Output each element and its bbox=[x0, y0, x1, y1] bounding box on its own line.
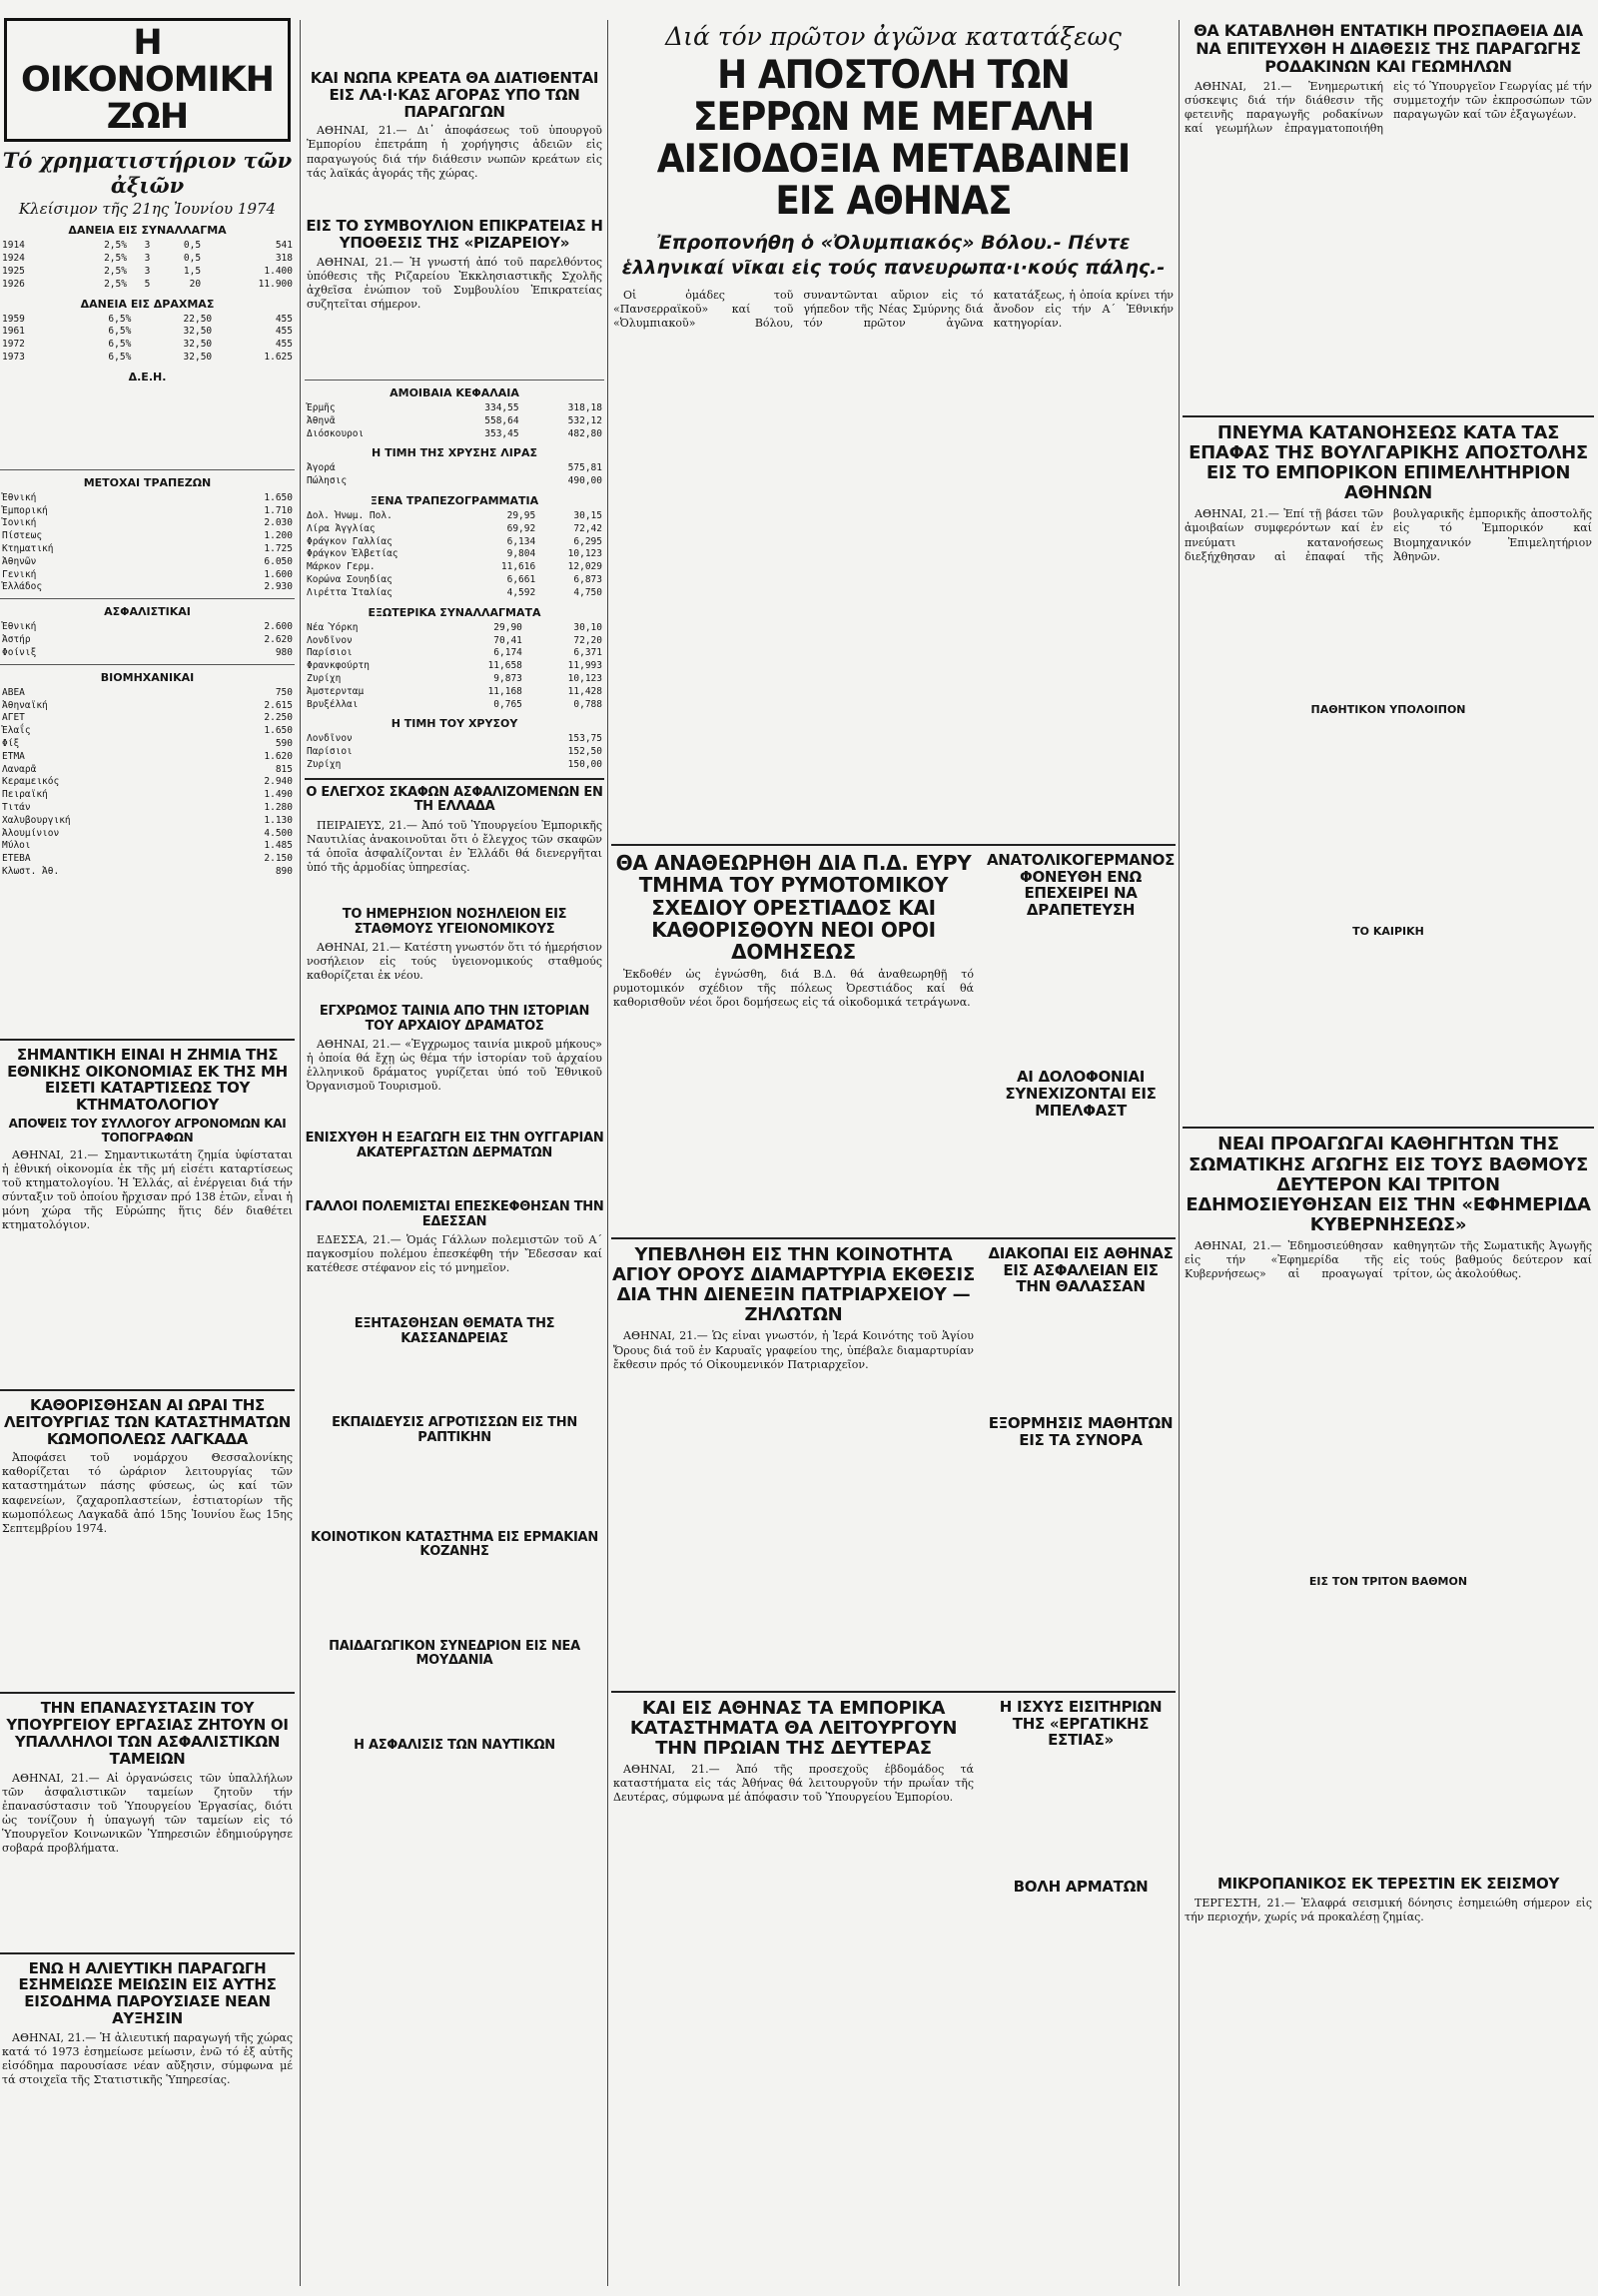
table-cell: 152,50 bbox=[567, 746, 602, 758]
filler-table bbox=[2, 883, 293, 1033]
table-cell: 4.500 bbox=[264, 827, 293, 839]
article-body: ΑΘΗΝΑΙ, 21.— Ἡ γνωστή ἀπό τοῦ παρελθόντος ὑπόθεσις τῆς Ριζαρείου Ἐκκλησιαστικῆς Σχολῆς ἀχθεῖσα ἐνώπιον τοῦ Συμβουλίου Ἐπικρατείας συζητεῖται σήμερον. bbox=[307, 255, 602, 312]
table-cell: 1926 bbox=[2, 278, 25, 290]
table-row bbox=[305, 699, 604, 712]
table-cell: Πειραϊκή bbox=[2, 789, 48, 801]
table-cell: 32,50 bbox=[183, 351, 213, 363]
table-cell: 532,12 bbox=[567, 414, 602, 426]
table-cell: Ζυρίχη bbox=[307, 759, 342, 771]
section-heading: ΒΙΟΜΗΧΑΝΙΚΑΙ bbox=[100, 670, 195, 684]
table-cell: ΕΤΕΒΑ bbox=[2, 853, 31, 865]
table-cell: 1973 bbox=[2, 351, 25, 363]
table-cell: 0,5 bbox=[183, 240, 202, 252]
table-row bbox=[0, 517, 295, 530]
table-cell: 70,41 bbox=[493, 634, 522, 646]
table-cell: Λονδῖνον bbox=[307, 733, 353, 745]
table-row bbox=[0, 687, 295, 700]
table-cell: 490,00 bbox=[567, 475, 602, 487]
table-row bbox=[0, 240, 295, 253]
table-row bbox=[0, 352, 295, 365]
table-cell: 1.280 bbox=[264, 802, 293, 813]
table-cell: 153,75 bbox=[567, 733, 602, 745]
table-cell: 1.490 bbox=[264, 789, 293, 801]
table-row bbox=[305, 647, 604, 660]
table-cell: 4,750 bbox=[573, 586, 602, 598]
headline: Η ΑΣΦΑΛΙΣΙΣ ΤΩΝ ΝΑΥΤΙΚΩΝ bbox=[354, 1737, 555, 1753]
table-cell: 29,90 bbox=[493, 621, 522, 633]
article-body: ΑΘΗΝΑΙ, 21.— Ὡς εἶναι γνωστόν, ἡ Ἱερά Κοινότης τοῦ Ἁγίου Ὄρους διά τοῦ ἐν Καρυαῖς γραφείου της, ὑπέβαλε διαμαρτυρίαν ἔκθεσιν πρός τό Οἰκουμενικόν Πατριαρχεῖον. bbox=[613, 1329, 974, 1371]
table-cell: 334,55 bbox=[484, 401, 519, 413]
table-cell: Λονδῖνον bbox=[307, 634, 353, 646]
table-cell: Ἑρμῆς bbox=[307, 401, 336, 413]
table-cell: 32,50 bbox=[183, 326, 213, 338]
table-cell: 2.620 bbox=[264, 634, 293, 646]
table-cell: 353,45 bbox=[484, 427, 519, 439]
table-cell: 1925 bbox=[2, 265, 25, 277]
table-cell: 72,42 bbox=[573, 522, 602, 534]
table-row bbox=[0, 700, 295, 713]
section-heading: ΔΑΝΕΙΑ ΕΙΣ ΔΡΑΧΜΑΣ bbox=[80, 297, 215, 311]
column-two bbox=[305, 0, 604, 1753]
table-cell: 9,873 bbox=[493, 672, 522, 684]
section-heading: ΑΣΦΑΛΙΣΤΙΚΑΙ bbox=[104, 605, 191, 619]
article-body: Ἐκδοθέν ὡς ἐγνώσθη, διά Β.Δ. θά ἀναθεωρηθῇ τό ρυμοτομικόν σχέδιον τῆς πόλεως Ὀρεστιάδος καί θά καθορισθοῦν νέοι ὅροι δομήσεως εἰς τά οἰκοδομικά τετράγωνα. bbox=[613, 967, 974, 1009]
table-row bbox=[0, 279, 295, 292]
table-cell: 455 bbox=[275, 313, 293, 325]
table-cell: ΕΤΜΑ bbox=[2, 750, 25, 762]
table-cell: 9,804 bbox=[506, 548, 536, 560]
table-row bbox=[0, 866, 295, 879]
table-row bbox=[0, 764, 295, 777]
table-cell: 0,788 bbox=[573, 698, 602, 710]
headline: ΚΑΙ ΕΙΣ ΑΘΗΝΑΣ ΤΑ ΕΜΠΟΡΙΚΑ ΚΑΤΑΣΤΗΜΑΤΑ ΘΑ ΛΕΙΤΟΥΡΓΟΥΝ ΤΗΝ ΠΡΩΙΑΝ ΤΗΣ ΔΕΥΤΕΡΑΣ bbox=[629, 1697, 958, 1760]
table-cell: 11,428 bbox=[567, 685, 602, 697]
table-row bbox=[0, 840, 295, 853]
table-cell: 1,5 bbox=[183, 265, 202, 277]
table-cell: Ζυρίχη bbox=[307, 672, 342, 684]
table-cell: Κλωστ. Ἀθ. bbox=[2, 866, 60, 878]
table-cell: 69,92 bbox=[506, 522, 536, 534]
table-cell: 890 bbox=[275, 866, 293, 878]
headline: ΣΗΜΑΝΤΙΚΗ ΕΙΝΑΙ Η ΖΗΜΙΑ ΤΗΣ ΕΘΝΙΚΗΣ ΟΙΚΟΝΟΜΙΑΣ ΕΚ ΤΗΣ ΜΗ ΕΙΣΕΤΙ ΚΑΤΑΡΤΙΣΕΩΣ ΤΟΥ ΚΤΗΜΑΤΟΛΟΓΙΟΥ bbox=[7, 1045, 288, 1115]
table-cell: 10,123 bbox=[567, 548, 602, 560]
section-heading: ΔΑΝΕΙΑ ΕΙΣ ΣΥΝΑΛΛΑΓΜΑ bbox=[68, 224, 227, 238]
table-row bbox=[305, 759, 604, 772]
table-cell: 20 bbox=[189, 278, 202, 290]
table-cell: Κορώνα Σουηδίας bbox=[307, 574, 393, 586]
table-row bbox=[305, 523, 604, 536]
quotes-continued bbox=[305, 0, 604, 70]
table-cell: 1.650 bbox=[264, 725, 293, 737]
banner-kicker: Διά τόν πρῶτον ἀγῶνα κατατάξεως bbox=[665, 22, 1122, 51]
headline: ΕΚΠΑΙΔΕΥΣΙΣ ΑΓΡΟΤΙΣΣΩΝ ΕΙΣ ΤΗΝ ΡΑΠΤΙΚΗΝ bbox=[332, 1415, 577, 1445]
table-cell: 2.615 bbox=[264, 699, 293, 711]
table-row bbox=[0, 530, 295, 543]
section-heading: ΠΑΘΗΤΙΚΟΝ ΥΠΟΛΟΙΠΟΝ bbox=[1310, 703, 1466, 717]
table-cell: 6.050 bbox=[264, 555, 293, 567]
headline: ΜΙΚΡΟΠΑΝΙΚΟΣ ΕΚ ΤΕΡΕΣΤΙΝ ΕΚ ΣΕΙΣΜΟΥ bbox=[1216, 1875, 1560, 1894]
masthead-subtitle: Τό χρηματιστήριον τῶν ἀξιῶν bbox=[2, 148, 293, 199]
article-body: ΑΘΗΝΑΙ, 21.— Ἐπί τῇ βάσει τῶν ἀμοιβαίων συμφερόντων καί ἐν πνεύματι κατανοήσεως διεξήχθησαν αἱ ἐπαφαί τῆς βουλγαρικῆς ἐμπορικῆς ἀποστολῆς εἰς τό Ἐμπορικόν καί Βιομηχανικόν Ἐπιμελητήριον Ἀθηνῶν. bbox=[1185, 507, 1592, 563]
headline: ΑΝΑΤΟΛΙΚΟΓΕΡΜΑΝΟΣ ΦΟΝΕΥΘΗ ΕΝΩ ΕΠΕΧΕΙΡΕΙ ΝΑ ΔΡΑΠΕΤΕΥΣΗ bbox=[986, 850, 1176, 920]
article-body: Ἀποφάσει τοῦ νομάρχου Θεσσαλονίκης καθορίζεται τό ὡράριον λειτουργίας τῶν καταστημάτων πάσης φύσεως, ὡς καί τῶν καφενείων, ζαχαροπλαστείων, ἐστιατορίων τῆς κωμοπόλεως Λαγκαδᾶ ἀπό 15ης Ἰουνίου ἕως 15ης Σεπτεμβρίου 1974. bbox=[2, 1451, 293, 1535]
table-cell: 1.650 bbox=[264, 491, 293, 503]
table-row bbox=[0, 712, 295, 725]
table-cell: Ἐθνική bbox=[2, 621, 37, 633]
article-body: ΑΘΗΝΑΙ, 21.— Ἀπό τῆς προσεχοῦς ἑβδομάδος τά καταστήματα εἰς τάς Ἀθήνας θά λειτουργοῦν τήν πρωΐαν τῆς Δευτέρας, σύμφωνα μέ ἀπόφασιν τοῦ Ὑπουργείου Ἐμπορίου. bbox=[613, 1763, 974, 1805]
table-cell: 30,10 bbox=[573, 621, 602, 633]
masthead-title: Η ΟΙΚΟΝΟΜΙΚΗ ΖΩΗ bbox=[4, 18, 291, 142]
headline: ΕΙΣ ΤΟ ΣΥΜΒΟΥΛΙΟΝ ΕΠΙΚΡΑΤΕΙΑΣ Η ΥΠΟΘΕΣΙΣ ΤΗΣ «ΡΙΖΑΡΕΙΟΥ» bbox=[306, 217, 603, 253]
headline: ΤΗΝ ΕΠΑΝΑΣΥΣΤΑΣΙΝ ΤΟΥ ΥΠΟΥΡΓΕΙΟΥ ΕΡΓΑΣΙΑΣ ΖΗΤΟΥΝ ΟΙ ΥΠΑΛΛΗΛΟΙ ΤΩΝ ΑΣΦΑΛΙΣΤΙΚΩΝ ΤΑΜΕΙΩΝ bbox=[6, 1699, 289, 1768]
headline: ΕΞΗΤΑΣΘΗΣΑΝ ΘΕΜΑΤΑ ΤΗΣ ΚΑΣΣΑΝΔΡΕΙΑΣ bbox=[354, 1316, 555, 1346]
table-cell: 482,80 bbox=[567, 427, 602, 439]
table-cell: 575,81 bbox=[567, 462, 602, 474]
table-cell: 22,50 bbox=[183, 313, 213, 325]
table-cell: 29,95 bbox=[506, 510, 536, 522]
article-body: ΑΘΗΝΑΙ, 21.— Αἱ ὀργανώσεις τῶν ὑπαλλήλων τῶν ἀσφαλιστικῶν ταμείων ζητοῦν τήν ἐπανασύστασιν τοῦ Ὑπουργείου Ἐργασίας, διότι ὡς τονίζουν ἡ ὑπαγωγή τῶν ταμείων εἰς τό Ὑπουργεῖον Κοινωνικῶν Ὑπηρεσιῶν ἐδημιούργησε σοβαρά προβλήματα. bbox=[2, 1771, 293, 1855]
table-cell: 3 bbox=[144, 253, 151, 265]
table-row bbox=[0, 581, 295, 594]
table-cell: Μάρκον Γερμ. bbox=[307, 561, 376, 573]
headline: ΠΝΕΥΜΑ ΚΑΤΑΝΟΗΣΕΩΣ ΚΑΤΑ ΤΑΣ ΕΠΑΦΑΣ ΤΗΣ ΒΟΥΛΓΑΡΙΚΗΣ ΑΠΟΣΤΟΛΗΣ ΕΙΣ ΤΟ ΕΜΠΟΡΙΚΟΝ ΕΠΙΜΕΛΗΤΗΡΙΟΝ ΑΘΗΝΩΝ bbox=[1189, 421, 1588, 504]
article-body: ΤΕΡΓΕΣΤΗ, 21.— Ἐλαφρά σεισμική δόνησις ἐσημειώθη σήμερον εἰς τήν περιοχήν, χωρίς νά προκαλέσῃ ζημίας. bbox=[1185, 1896, 1592, 1923]
article-body: ΑΘΗΝΑΙ, 21.— Ἐνημερωτική σύσκεψις διά τήν διάθεσιν τῆς φετεινῆς παραγωγῆς ροδακίνων καί γεωμήλων ἐπραγματοποιήθη εἰς τό Ὑπουργεῖον Γεωργίας μέ τήν συμμετοχήν τῶν ἐκπροσώπων τῶν παραγωγῶν καί τῶν ἐξαγωγέων. bbox=[1185, 79, 1592, 135]
table-row bbox=[305, 536, 604, 549]
table-row bbox=[0, 815, 295, 828]
table-row bbox=[0, 543, 295, 556]
table-cell: 318,18 bbox=[567, 401, 602, 413]
bank-shares-table bbox=[0, 492, 295, 595]
table-cell: 558,64 bbox=[484, 414, 519, 426]
table-cell: 4,592 bbox=[506, 586, 536, 598]
section-heading: ΕΙΣ ΤΟΝ ΤΡΙΤΟΝ ΒΑΘΜΟΝ bbox=[1308, 1575, 1468, 1589]
table-cell: 2,5% bbox=[104, 265, 127, 277]
article-body: ΠΕΙΡΑΙΕΥΣ, 21.— Ἀπό τοῦ Ὑπουργείου Ἐμπορικῆς Ναυτιλίας ἀνακοινοῦται ὅτι ὁ ἔλεγχος τῶν σκαφῶν τά ὁποῖα ἀσφαλίζονται ἐν Ἑλλάδι θά διενεργῆται ὑπό τῆς ἁρμοδίας ὑπηρεσίας. bbox=[307, 818, 602, 875]
column-four bbox=[1183, 0, 1594, 1960]
table-cell: 2.030 bbox=[264, 517, 293, 529]
loans-drx-table bbox=[0, 314, 295, 365]
table-cell: 318 bbox=[275, 253, 293, 265]
table-row bbox=[305, 462, 604, 475]
table-row bbox=[305, 402, 604, 415]
column-rule bbox=[300, 20, 301, 2286]
table-cell: Ἀθηνᾶ bbox=[307, 414, 336, 426]
table-cell: Φοίνιξ bbox=[2, 646, 37, 658]
table-cell: 1961 bbox=[2, 326, 25, 338]
table-cell: Φράγκον Ἑλβετίας bbox=[307, 548, 399, 560]
mutual-funds-table bbox=[305, 402, 604, 440]
table-cell: Ἰονική bbox=[2, 517, 37, 529]
table-cell: 6,174 bbox=[493, 647, 522, 659]
table-row bbox=[305, 510, 604, 523]
table-cell: 0,5 bbox=[183, 253, 202, 265]
table-cell: 11,993 bbox=[567, 660, 602, 672]
table-cell: 6,134 bbox=[506, 535, 536, 547]
table-cell: 0,765 bbox=[493, 698, 522, 710]
table-cell: 6,5% bbox=[108, 326, 132, 338]
table-cell: 541 bbox=[275, 240, 293, 252]
table-row bbox=[0, 802, 295, 815]
table-cell: 11,168 bbox=[487, 685, 522, 697]
table-cell: Ἀγορά bbox=[307, 462, 336, 474]
article-body: Οἱ ὀμάδες τοῦ «Πανσερραϊκοῦ» καί τοῦ «Ὀλυμπιακοῦ» Βόλου, συναντῶνται αὔριον εἰς τό γήπεδον τῆς Νέας Σμύρνης διά τόν πρῶτον ἀγῶνα κατατάξεως, ἡ ὁποία κρίνει τήν ἄνοδον εἰς τήν Α΄ Ἐθνικήν κατηγορίαν. bbox=[613, 288, 1174, 330]
table-cell: 11,616 bbox=[500, 561, 536, 573]
table-cell: Λίρα Ἀγγλίας bbox=[307, 522, 376, 534]
gold-sovereign-table bbox=[305, 462, 604, 488]
section-heading: ΜΕΤΟΧΑΙ ΤΡΑΠΕΖΩΝ bbox=[83, 475, 212, 489]
headline: ΑΙ ΔΟΛΟΦΟΝΙΑΙ ΣΥΝΕΧΙΖΟΝΤΑΙ ΕΙΣ ΜΠΕΛΦΑΣΤ bbox=[1005, 1068, 1157, 1120]
table-cell: Φρανκφούρτη bbox=[307, 660, 370, 672]
table-cell: Ἐλαΐς bbox=[2, 725, 31, 737]
masthead-date: Κλείσιμον τῆς 21ης Ἰουνίου 1974 bbox=[18, 200, 277, 219]
table-cell: 72,20 bbox=[573, 634, 602, 646]
article-body: ΑΘΗΝΑΙ, 21.— Δι᾽ ἀποφάσεως τοῦ ὑπουργοῦ Ἐμπορίου ἐπετράπη ἡ χορήγησις ἀδειῶν εἰς παραγωγούς διά τήν διάθεσιν νωπῶν κρεάτων εἰς τάς λαϊκάς ἀγοράς τῆς χώρας. bbox=[307, 124, 602, 180]
headline: ΥΠΕΒΛΗΘΗ ΕΙΣ ΤΗΝ ΚΟΙΝΟΤΗΤΑ ΑΓΙΟΥ ΟΡΟΥΣ ΔΙΑΜΑΡΤΥΡΙΑ ΕΚΘΕΣΙΣ ΔΙΑ ΤΗΝ ΔΙΕΝΕΞΙΝ ΠΑΤΡΙΑΡΧΕΙΟΥ — ΖΗΛΩΤΩΝ bbox=[612, 1243, 975, 1326]
table-cell: 150,00 bbox=[567, 759, 602, 771]
table-cell: 2,5% bbox=[104, 253, 127, 265]
article-body: ΕΔΕΣΣΑ, 21.— Ὁμάς Γάλλων πολεμιστῶν τοῦ Α΄ παγκοσμίου πολέμου ἐπεσκέφθη τήν Ἔδεσσαν καί κατέθεσε στέφανον εἰς τό μνημεῖον. bbox=[307, 1233, 602, 1275]
table-cell: 1.200 bbox=[264, 530, 293, 542]
subheadline: ΑΠΟΨΕΙΣ ΤΟΥ ΣΥΛΛΟΓΟΥ ΑΓΡΟΝΟΜΩΝ ΚΑΙ ΤΟΠΟΓΡΑΦΩΝ bbox=[8, 1117, 287, 1145]
headline: ΚΟΙΝΟΤΙΚΟΝ ΚΑΤΑΣΤΗΜΑ ΕΙΣ ΕΡΜΑΚΙΑΝ ΚΟΖΑΝΗΣ bbox=[311, 1529, 598, 1560]
table-cell: Ἐθνική bbox=[2, 491, 37, 503]
headline: ΤΟ ΗΜΕΡΗΣΙΟΝ ΝΟΣΗΛΕΙΟΝ ΕΙΣ ΣΤΑΘΜΟΥΣ ΥΓΕΙΟΝΟΜΙΚΟΥΣ bbox=[342, 906, 567, 937]
table-cell: Λιρέττα Ἰταλίας bbox=[307, 586, 393, 598]
article-body: ΑΘΗΝΑΙ, 21.— Σημαντικωτάτη ζημία ὑφίσταται ἡ ἐθνική οἰκονομία ἐκ τῆς μή εἰσέτι καταρτίσεως τοῦ κτηματολογίου. Ἡ Ἑλλάς, αἱ ἐνέργειαι διά τήν σύνταξιν τοῦ ὁποίου ἤρχισαν πρό 138 ἐτῶν, εἶναι ἡ μόνη χώρα τῆς Εὐρώπης ἥτις δέν διαθέτει κτηματολόγιον. bbox=[2, 1148, 293, 1232]
table-cell: 2.600 bbox=[264, 621, 293, 633]
table-cell: 1924 bbox=[2, 253, 25, 265]
table-row bbox=[0, 828, 295, 841]
headline: Ο ΕΛΕΓΧΟΣ ΣΚΑΦΩΝ ΑΣΦΑΛΙΖΟΜΕΝΩΝ ΕΝ ΤΗ ΕΛΛΑΔΑ bbox=[306, 784, 603, 815]
table-cell: 1.620 bbox=[264, 750, 293, 762]
table-row bbox=[0, 314, 295, 327]
table-cell: Κτηματική bbox=[2, 543, 54, 554]
table-row bbox=[0, 776, 295, 789]
table-cell: Ἀλουμίνιον bbox=[2, 827, 60, 839]
table-cell: 6,371 bbox=[573, 647, 602, 659]
table-row bbox=[0, 789, 295, 802]
table-row bbox=[0, 253, 295, 266]
table-cell: Φίξ bbox=[2, 737, 20, 749]
headline: ΒΟΛΗ ΑΡΜΑΤΩΝ bbox=[1013, 1878, 1149, 1897]
table-row bbox=[305, 475, 604, 488]
column-rule bbox=[1179, 20, 1180, 2286]
headline: ΓΑΛΛΟΙ ΠΟΛΕΜΙΣΤΑΙ ΕΠΕΣΚΕΦΘΗΣΑΝ ΤΗΝ ΕΔΕΣΣΑΝ bbox=[305, 1199, 604, 1229]
table-cell: 6,661 bbox=[506, 574, 536, 586]
section-heading: Δ.Ε.Η. bbox=[128, 370, 167, 383]
table-row bbox=[0, 339, 295, 352]
table-row bbox=[305, 673, 604, 686]
table-row bbox=[305, 635, 604, 648]
insurance-shares-table bbox=[0, 621, 295, 659]
headline: ΕΝΙΣΧΥΘΗ Η ΕΞΑΓΩΓΗ ΕΙΣ ΤΗΝ ΟΥΓΓΑΡΙΑΝ ΑΚΑΤΕΡΓΑΣΤΩΝ ΔΕΡΜΑΤΩΝ bbox=[305, 1131, 604, 1160]
table-row bbox=[0, 492, 295, 505]
table-cell: 3 bbox=[144, 265, 151, 277]
section-heading: Η ΤΙΜΗ ΤΟΥ ΧΡΥΣΟΥ bbox=[391, 717, 518, 731]
table-cell: 3 bbox=[144, 240, 151, 252]
table-row bbox=[305, 548, 604, 561]
table-cell: Πώλησις bbox=[307, 475, 348, 487]
table-cell: Ἀθηναϊκή bbox=[2, 699, 48, 711]
table-cell: 30,15 bbox=[573, 510, 602, 522]
table-row bbox=[305, 660, 604, 673]
table-row bbox=[0, 853, 295, 866]
table-row bbox=[305, 428, 604, 441]
table-cell: Δολ. Ἡνωμ. Πολ. bbox=[307, 510, 393, 522]
table-cell: Χαλυβουργική bbox=[2, 814, 71, 826]
table-cell: Παρίσιοι bbox=[307, 746, 353, 758]
section-heading: ΑΜΟΙΒΑΙΑ ΚΕΦΑΛΑΙΑ bbox=[390, 385, 519, 399]
table-row bbox=[305, 686, 604, 699]
table-cell: 2.250 bbox=[264, 712, 293, 724]
table-cell: ΑΒΕΑ bbox=[2, 686, 25, 698]
filler-table bbox=[2, 387, 293, 465]
table-row bbox=[305, 415, 604, 428]
table-row bbox=[0, 751, 295, 764]
table-cell: Φράγκον Γαλλίας bbox=[307, 535, 393, 547]
section-heading: Η ΤΙΜΗ ΤΗΣ ΧΡΥΣΗΣ ΛΙΡΑΣ bbox=[372, 446, 537, 460]
banner-headline: Η ΑΠΟΣΤΟΛΗ ΤΩΝ ΣΕΡΡΩΝ ΜΕ ΜΕΓΑΛΗ ΑΙΣΙΟΔΟΞΙΑ ΜΕΤΑΒΑΙΝΕΙ ΕΙΣ ΑΘΗΝΑΣ bbox=[656, 53, 1131, 225]
table-row bbox=[305, 622, 604, 635]
table-row bbox=[0, 738, 295, 751]
table-cell: 12,029 bbox=[567, 561, 602, 573]
table-cell: 1.400 bbox=[264, 265, 293, 277]
banknotes-table bbox=[305, 510, 604, 600]
table-cell: Νέα Ὑόρκη bbox=[307, 621, 359, 633]
table-cell: Κεραμεικός bbox=[2, 776, 60, 788]
table-cell: 2.930 bbox=[264, 581, 293, 593]
table-cell: 815 bbox=[275, 763, 293, 775]
table-cell: 590 bbox=[275, 737, 293, 749]
table-cell: 750 bbox=[275, 686, 293, 698]
table-row bbox=[0, 621, 295, 634]
table-cell: 2.940 bbox=[264, 776, 293, 788]
headline: ΚΑΘΟΡΙΣΘΗΣΑΝ ΑΙ ΩΡΑΙ ΤΗΣ ΛΕΙΤΟΥΡΓΙΑΣ ΤΩΝ ΚΑΤΑΣΤΗΜΑΤΩΝ ΚΩΜΟΠΟΛΕΩΣ ΛΑΓΚΑΔΑ bbox=[3, 1395, 292, 1448]
table-cell: 1972 bbox=[2, 339, 25, 351]
table-cell: 1914 bbox=[2, 240, 25, 252]
table-cell: 1.600 bbox=[264, 568, 293, 580]
table-row bbox=[0, 556, 295, 569]
headline: ΕΞΟΡΜΗΣΙΣ ΜΑΘΗΤΩΝ ΕΙΣ ΤΑ ΣΥΝΟΡΑ bbox=[988, 1414, 1174, 1449]
table-row bbox=[0, 569, 295, 582]
exchange-table bbox=[305, 622, 604, 712]
headline: ΕΓΧΡΩΜΟΣ ΤΑΙΝΙΑ ΑΠΟ ΤΗΝ ΙΣΤΟΡΙΑΝ ΤΟΥ ΑΡΧΑΙΟΥ ΔΡΑΜΑΤΟΣ bbox=[319, 1004, 590, 1034]
headline: ΠΑΙΔΑΓΩΓΙΚΟΝ ΣΥΝΕΔΡΙΟΝ ΕΙΣ ΝΕΑ ΜΟΥΔΑΝΙΑ bbox=[329, 1638, 580, 1669]
table-cell: Γενική bbox=[2, 568, 37, 580]
headline: ΚΑΙ ΝΩΠΑ ΚΡΕΑΤΑ ΘΑ ΔΙΑΤΙΘΕΝΤΑΙ ΕΙΣ ΛΑ·Ι·ΚΑΣ ΑΓΟΡΑΣ ΥΠΟ ΤΩΝ ΠΑΡΑΓΩΓΩΝ bbox=[310, 69, 599, 121]
headline: Η ΙΣΧΥΣ ΕΙΣΙΤΗΡΙΩΝ ΤΗΣ «ΕΡΓΑΤΙΚΗΣ ΕΣΤΙΑΣ» bbox=[999, 1697, 1163, 1750]
table-cell: 1.710 bbox=[264, 504, 293, 516]
table-cell: Πίστεως bbox=[2, 530, 43, 542]
headline: ΘΑ ΑΝΑΘΕΩΡΗΘΗ ΔΙΑ Π.Δ. ΕΥΡΥ ΤΜΗΜΑ ΤΟΥ ΡΥΜΟΤΟΜΙΚΟΥ ΣΧΕΔΙΟΥ ΟΡΕΣΤΙΑΔΟΣ ΚΑΙ ΚΑΘΟΡΙΣΘΟΥΝ ΝΕΟΙ ΟΡΟΙ ΔΟΜΗΣΕΩΣ bbox=[615, 850, 972, 965]
table-cell: 6,5% bbox=[108, 313, 132, 325]
table-cell: 5 bbox=[144, 278, 151, 290]
table-cell: 1.625 bbox=[264, 351, 293, 363]
table-cell: 455 bbox=[275, 326, 293, 338]
table-row bbox=[0, 326, 295, 339]
table-row bbox=[0, 725, 295, 738]
table-cell: 10,123 bbox=[567, 672, 602, 684]
table-cell: Παρίσιοι bbox=[307, 647, 353, 659]
table-cell: 6,5% bbox=[108, 351, 132, 363]
table-row bbox=[305, 561, 604, 574]
table-cell: 2,5% bbox=[104, 240, 127, 252]
column-three bbox=[611, 0, 1176, 1946]
loans-fx-table bbox=[0, 240, 295, 291]
table-cell: Ἀστήρ bbox=[2, 634, 31, 646]
table-cell: 1959 bbox=[2, 313, 25, 325]
table-row bbox=[305, 574, 604, 587]
table-cell: 6,295 bbox=[573, 535, 602, 547]
column-rule bbox=[607, 20, 608, 2286]
table-cell: 6,873 bbox=[573, 574, 602, 586]
table-row bbox=[305, 733, 604, 746]
table-cell: Ἀμστερνταμ bbox=[307, 685, 365, 697]
table-cell: 11,658 bbox=[487, 660, 522, 672]
industrial-shares-table bbox=[0, 687, 295, 879]
table-cell: 11.900 bbox=[258, 278, 293, 290]
table-cell: Μύλοι bbox=[2, 840, 31, 852]
table-cell: 2,5% bbox=[104, 278, 127, 290]
banner-subheadline: Ἐπροπονήθη ὁ «Ὀλυμπιακός» Βόλου.- Πέντε ἑλληνικαί νῖκαι εἰς τούς πανευρωπα·ι·κούς πάλης.- bbox=[621, 232, 1166, 280]
headline: ΘΑ ΚΑΤΑΒΛΗΘΗ ΕΝΤΑΤΙΚΗ ΠΡΟΣΠΑΘΕΙΑ ΔΙΑ ΝΑ ΕΠΙΤΕΥΧΘΗ Η ΔΙΑΘΕΣΙΣ ΤΗΣ ΠΑΡΑΓΩΓΗΣ ΡΟΔΑΚΙΝΩΝ ΚΑΙ ΓΕΩΜΗΛΩΝ bbox=[1194, 21, 1583, 76]
table-cell: 2.150 bbox=[264, 853, 293, 865]
headline: ΕΝΩ Η ΑΛΙΕΥΤΙΚΗ ΠΑΡΑΓΩΓΗ ΕΣΗΜΕΙΩΣΕ ΜΕΙΩΣΙΝ ΕΙΣ ΑΥΤΗΣ ΕΙΣΟΔΗΜΑ ΠΑΡΟΥΣΙΑΣΕ ΝΕΑΝ ΑΥΞΗΣΙΝ bbox=[18, 1958, 277, 2027]
table-cell: 6,5% bbox=[108, 339, 132, 351]
market-column bbox=[0, 0, 295, 2185]
article-body: ΑΘΗΝΑΙ, 21.— Ἡ ἀλιευτική παραγωγή τῆς χώρας κατά τό 1973 ἐσημείωσε μείωσιν, ἐνῶ τό ἐξ αὐτῆς εἰσόδημα παρουσίασε νέαν αὔξησιν, σύμφωνα μέ τά στοιχεῖα τῆς Στατιστικῆς Ὑπηρεσίας. bbox=[2, 2030, 293, 2086]
table-cell: Ἀθηνῶν bbox=[2, 555, 37, 567]
table-cell: Διόσκουροι bbox=[307, 427, 365, 439]
gold-price-table bbox=[305, 733, 604, 771]
article-body: ΑΘΗΝΑΙ, 21.— Ἐδημοσιεύθησαν εἰς τήν «Ἐφημερίδα τῆς Κυβερνήσεως» αἱ προαγωγαί καθηγητῶν τῆς Σωματικῆς Ἀγωγῆς εἰς τούς βαθμούς δεύτερον καί τρίτον, ὡς ἀκολούθως. bbox=[1185, 1239, 1592, 1281]
table-cell: Λαναρᾶ bbox=[2, 763, 37, 775]
table-cell: Ἑλλάδος bbox=[2, 581, 43, 593]
table-cell: 32,50 bbox=[183, 339, 213, 351]
table-row bbox=[305, 587, 604, 600]
headline: ΝΕΑΙ ΠΡΟΑΓΩΓΑΙ ΚΑΘΗΓΗΤΩΝ ΤΗΣ ΣΩΜΑΤΙΚΗΣ ΑΓΩΓΗΣ ΕΙΣ ΤΟΥΣ ΒΑΘΜΟΥΣ ΔΕΥΤΕΡΟΝ ΚΑΙ ΤΡΙΤΟΝ ΕΔΗΜΟΣΙΕΥΘΗΣΑΝ ΕΙΣ ΤΗΝ «ΕΦΗΜΕΡΙΔΑ ΚΥΒΕΡΝΗΣΕΩΣ» bbox=[1186, 1134, 1591, 1235]
table-row bbox=[0, 505, 295, 518]
table-row bbox=[305, 746, 604, 759]
table-cell: Βρυξέλλαι bbox=[307, 698, 359, 710]
table-row bbox=[0, 647, 295, 660]
section-heading: ΕΞΩΤΕΡΙΚΑ ΣΥΝΑΛΛΑΓΜΑΤΑ bbox=[368, 605, 541, 619]
table-cell: 1.485 bbox=[264, 840, 293, 852]
headline: ΔΙΑΚΟΠΑΙ ΕΙΣ ΑΘΗΝΑΣ ΕΙΣ ΑΣΦΑΛΕΙΑΝ ΕΙΣ ΤΗΝ ΘΑΛΑΣΣΑΝ bbox=[988, 1243, 1174, 1296]
section-heading: ΤΟ ΚΑΙΡΙΚΗ bbox=[1352, 925, 1424, 939]
table-row bbox=[0, 266, 295, 279]
table-cell: 1.725 bbox=[264, 543, 293, 554]
table-cell: Τιτάν bbox=[2, 802, 31, 813]
table-cell: ΑΓΕΤ bbox=[2, 712, 25, 724]
section-heading: ΞΕΝΑ ΤΡΑΠΕΖΟΓΡΑΜΜΑΤΙΑ bbox=[370, 494, 539, 508]
article-body: ΑΘΗΝΑΙ, 21.— Κατέστη γνωστόν ὅτι τό ἡμερήσιον νοσήλειον εἰς τούς ὑγειονομικούς σταθμούς καθορίζεται ἐκ νέου. bbox=[307, 941, 602, 983]
table-cell: 1.130 bbox=[264, 814, 293, 826]
article-body: ΑΘΗΝΑΙ, 21.— «Ἐγχρωμος ταινία μικροῦ μήκους» ἡ ὁποία θά ἔχῃ ὡς θέμα τήν ἱστορίαν τοῦ ἀρχαίου ἑλληνικοῦ δράματος γυρίζεται ὑπό τοῦ Ἐθνικοῦ Ὀργανισμοῦ Τουρισμοῦ. bbox=[307, 1038, 602, 1094]
table-cell: 980 bbox=[275, 646, 293, 658]
table-row bbox=[0, 634, 295, 647]
table-cell: Ἐμπορική bbox=[2, 504, 48, 516]
table-cell: 455 bbox=[275, 339, 293, 351]
